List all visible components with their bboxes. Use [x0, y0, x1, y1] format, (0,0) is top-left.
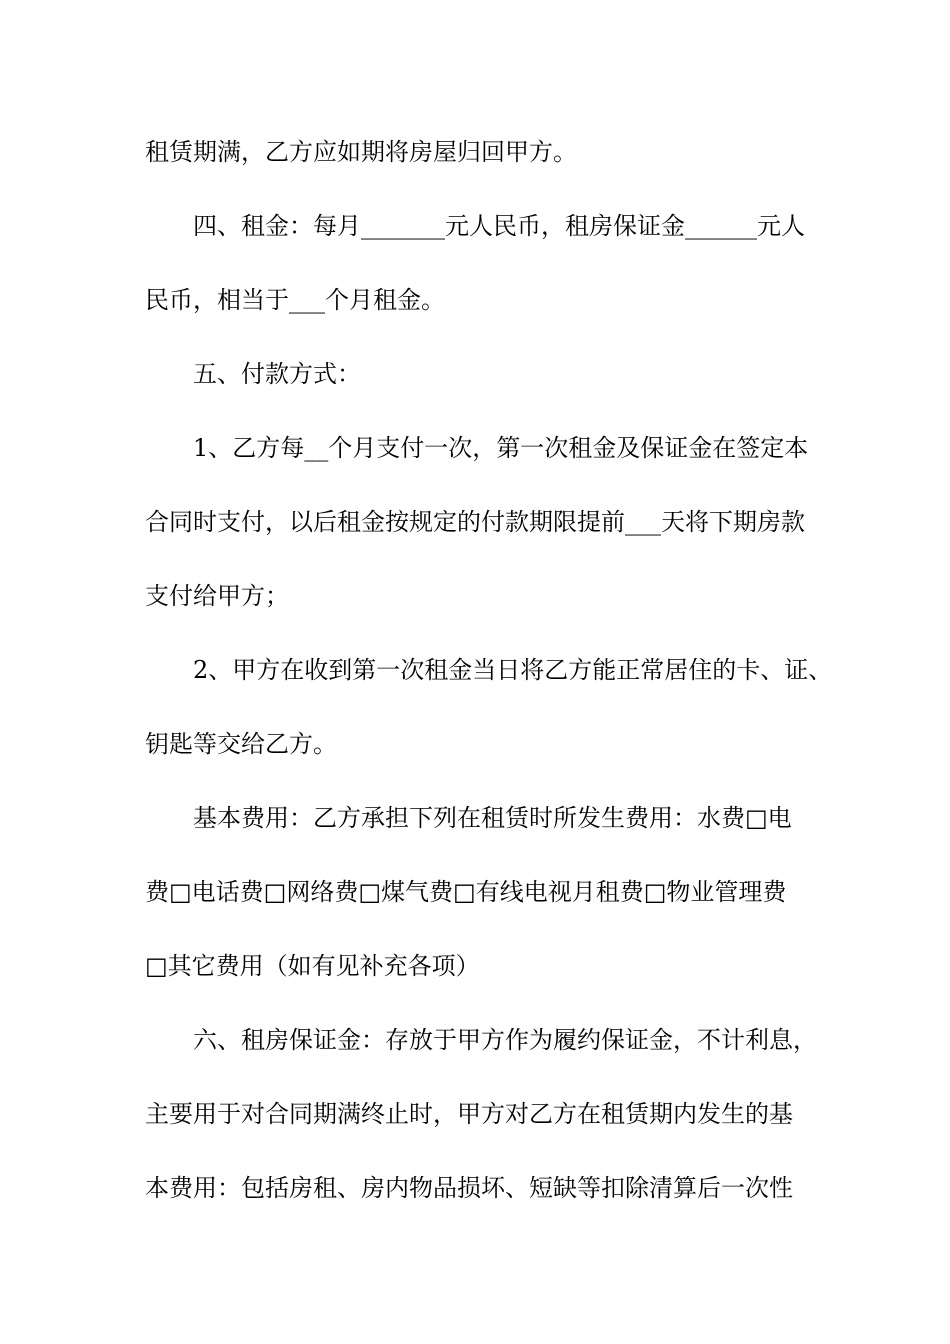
text-line: 基本费用：乙方承担下列在租赁时所发生费用：水费□电: [145, 804, 792, 832]
text-line: 支付给甲方；: [145, 582, 289, 610]
text-line: 民币，相当于___个月租金。: [145, 286, 445, 314]
text-line: 六、租房保证金：存放于甲方作为履约保证金，不计利息，: [145, 1026, 817, 1054]
text-line: 合同时支付，以后租金按规定的付款期限提前___天将下期房款: [145, 508, 805, 536]
text-line: 租赁期满，乙方应如期将房屋归回甲方。: [145, 138, 577, 166]
text-line: 五、付款方式：: [145, 360, 361, 388]
text-line: □其它费用（如有见补充各项）: [145, 952, 480, 980]
text-line: 费□电话费□网络费□煤气费□有线电视月租费□物业管理费: [145, 878, 787, 906]
text-line: 四、租金：每月_______元人民币，租房保证金______元人: [145, 212, 805, 240]
text-line: 主要用于对合同期满终止时，甲方对乙方在租赁期内发生的基: [145, 1100, 793, 1128]
text-line: 本费用：包括房租、房内物品损坏、短缺等扣除清算后一次性: [145, 1174, 793, 1202]
text-line: 2、甲方在收到第一次租金当日将乙方能正常居住的卡、证、: [145, 656, 833, 684]
text-line: 钥匙等交给乙方。: [145, 730, 337, 758]
text-line: 1、乙方每__个月支付一次，第一次租金及保证金在签定本: [145, 434, 809, 462]
